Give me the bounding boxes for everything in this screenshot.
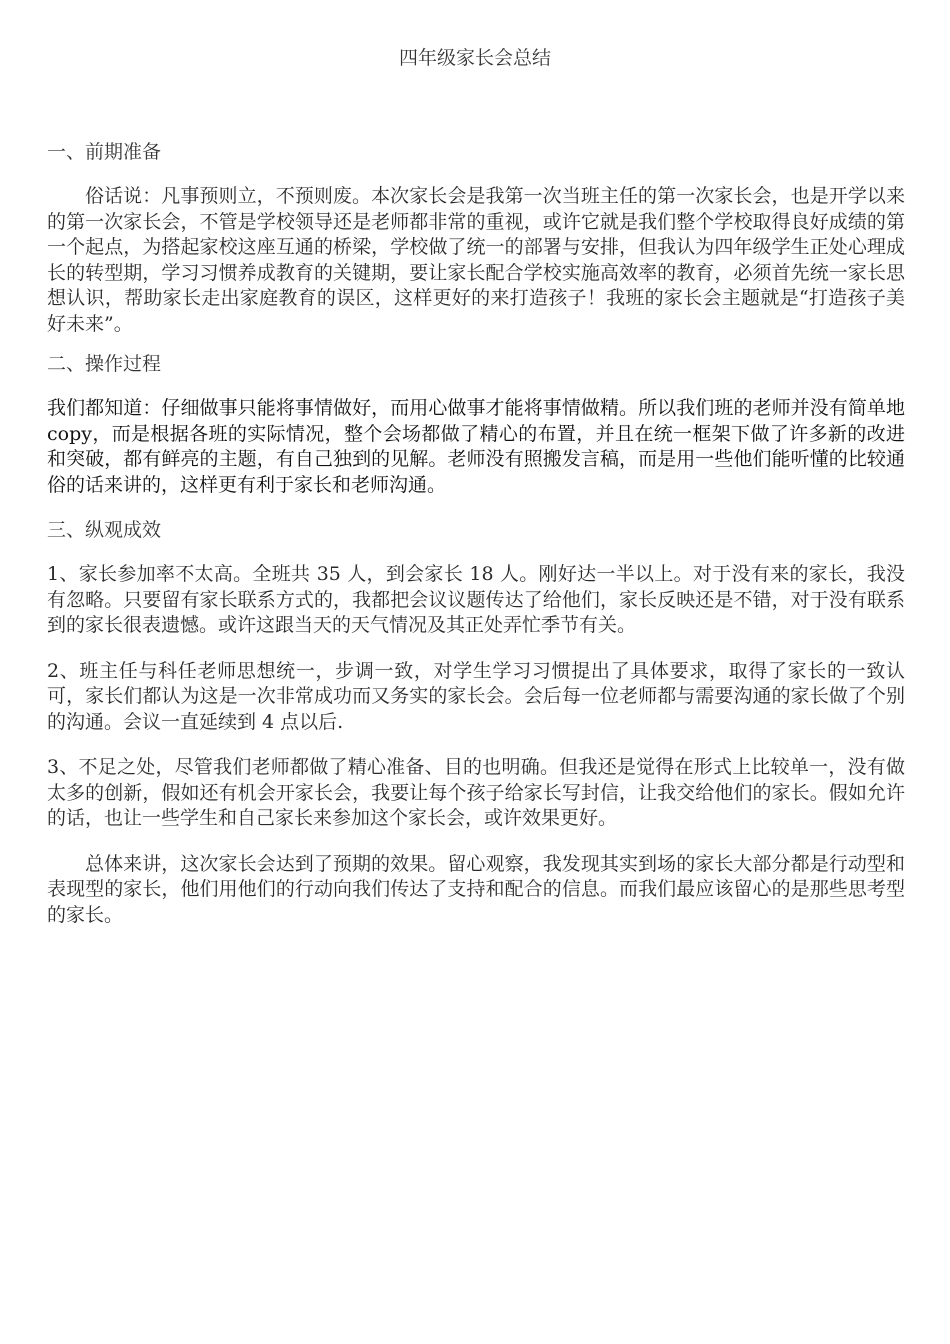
paragraph-result-3: 3、不足之处，尽管我们老师都做了精心准备、目的也明确。但我还是觉得在形式上比较单一，没有做太多的创新，假如还有机会开家长会，我要让每个孩子给家长写封信，让我交给他们的家长。假如允许的话，也让一些学生和自己家长来参加这个家长会，或许效果更好。: [47, 756, 905, 829]
paragraph-conclusion: 总体来讲，这次家长会达到了预期的效果。留心观察，我发现其实到场的家长大部分都是行动型和表现型的家长，他们用他们的行动向我们传达了支持和配合的信息。而我们最应该留心的是那些思考型的家长。: [47, 852, 905, 926]
paragraph-result-2: 2、班主任与科任老师思想统一，步调一致，对学生学习习惯提出了具体要求，取得了家长的一致认可，家长们都认为这是一次非常成功而又务实的家长会。会后每一位老师都与需要沟通的家长做了个别的沟通。会议一直延续到 4 点以后.: [47, 659, 905, 733]
section-heading-results: 三、纵观成效: [47, 519, 162, 541]
document-title: 四年级家长会总结: [398, 47, 551, 69]
section-heading-preparation: 一、前期准备: [47, 141, 162, 163]
paragraph-preparation: 俗话说：凡事预则立，不预则废。本次家长会是我第一次当班主任的第一次家长会，也是开学以来的第一次家长会，不管是学校领导还是老师都非常的重视，或许它就是我们整个学校取得良好成绩的第一个起点，为搭起家校这座互通的桥梁，学校做了统一的部署与安排，但我认为四年级学生正处心理成长的转型期，学习习惯养成教育的关键期，要让家长配合学校实施高效率的教育，必须首先统一家长思想认识，帮助家长走出家庭教育的误区，这样更好的来打造孩子！我班的家长会主题就是“打造孩子美好未来”。: [47, 185, 905, 335]
document-body: [47, 138, 905, 928]
paragraph-process: 我们都知道：仔细做事只能将事情做好，而用心做事才能将事情做精。所以我们班的老师并没有简单地 copy，而是根据各班的实际情况，整个会场都做了精心的布置，并且在统一框架下做了许多新的改进和突破，都有鲜亮的主题，有自己独到的见解。老师没有照搬发言稿，而是用一些他们能听懂的比较通俗的话来讲的，这样更有利于家长和老师沟通。: [47, 397, 905, 496]
section-heading-process: 二、操作过程: [47, 353, 162, 375]
paragraph-result-1: 1、家长参加率不太高。全班共 35 人，到会家长 18 人。刚好达一半以上。对于没有来的家长，我没有忽略。只要留有家长联系方式的，我都把会议议题传达了给他们，家长反映还是不错，对于没有联系到的家长很表遗憾。或许这跟当天的天气情况及其正处弄忙季节有关。: [47, 563, 905, 636]
